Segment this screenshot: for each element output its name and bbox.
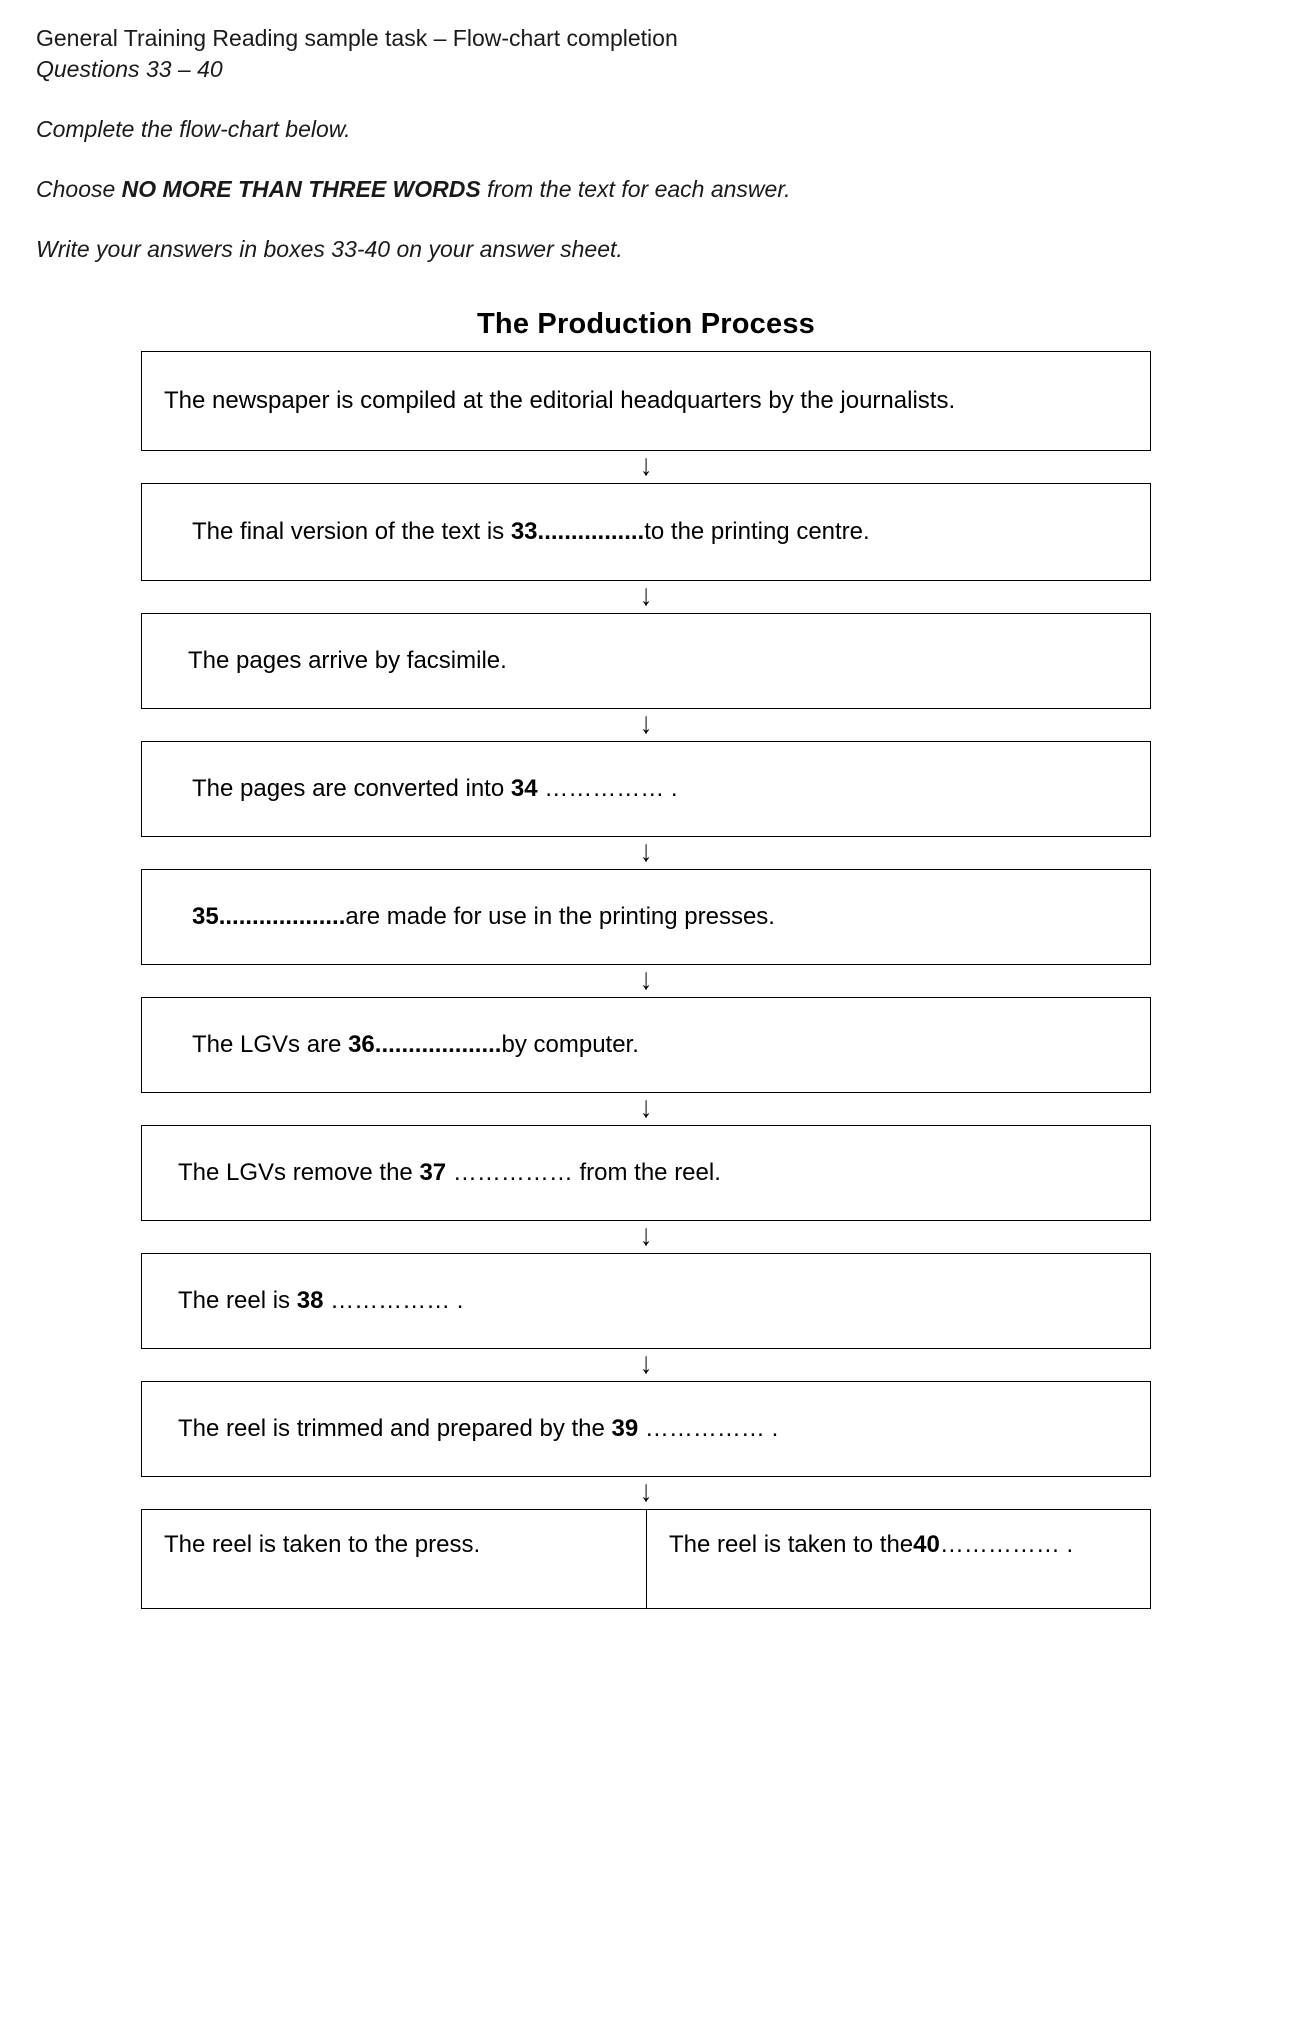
flow-text-segment: 40	[913, 1531, 940, 1558]
flow-text-segment: 38	[296, 1287, 324, 1314]
task-header-line1: General Training Reading sample task – Flow-chart completion	[36, 25, 678, 51]
flow-box-text	[142, 900, 1150, 934]
flowchart-title: The Production Process	[477, 308, 815, 340]
arrow-down-icon: ↓	[640, 578, 652, 613]
arrow-down-icon: ↓	[640, 448, 652, 483]
flow-arrow-5	[141, 962, 1151, 997]
arrow-down-icon: ↓	[640, 962, 652, 997]
flow-text-segment: …………… from the reel.	[446, 1159, 721, 1186]
flow-arrow-6	[141, 1090, 1151, 1125]
arrow-down-icon: ↓	[640, 1090, 652, 1125]
flow-box-text	[142, 644, 1150, 678]
flow-text-segment: by computer.	[501, 1031, 639, 1058]
flow-arrow-7	[141, 1218, 1151, 1253]
flow-box-10	[141, 1509, 1151, 1609]
instruction-choose-post: from the text for each answer.	[480, 176, 791, 202]
flow-text-segment: are made for use in the printing presses.	[345, 903, 775, 930]
flow-text-segment: 33	[510, 518, 538, 545]
arrow-down-icon: ↓	[640, 1346, 652, 1381]
flow-text-segment: 39	[611, 1415, 639, 1442]
arrow-down-icon: ↓	[640, 706, 652, 741]
flow-box-6	[141, 997, 1151, 1093]
flow-text-segment: The newspaper is compiled at the editorial headquarters by the journalists.	[164, 387, 956, 414]
flow-text-segment: The LGVs are	[192, 1031, 349, 1058]
flow-text-segment: 34	[510, 775, 538, 802]
flow-box-1	[141, 351, 1151, 451]
flow-text-segment: …………… .	[323, 1287, 464, 1314]
flow-box-text	[142, 1028, 1150, 1062]
flow-text-segment: 37	[419, 1159, 447, 1186]
flow-box-4	[141, 741, 1151, 837]
flow-text-segment: The reel is taken to the	[669, 1531, 914, 1558]
arrow-down-icon: ↓	[640, 1474, 652, 1509]
flow-box-3	[141, 613, 1151, 709]
flow-text-segment: The pages arrive by facsimile.	[188, 647, 507, 674]
flow-box-7	[141, 1125, 1151, 1221]
flow-box-text	[142, 1156, 1150, 1190]
flow-box-2	[141, 483, 1151, 581]
flow-arrow-4	[141, 834, 1151, 869]
instruction-choose	[36, 174, 1256, 204]
flow-text-segment: …………… .	[638, 1415, 779, 1442]
flow-text-segment: ...................	[374, 1031, 502, 1058]
flow-text-segment: The pages are converted into	[192, 775, 511, 802]
task-header-line2: Questions 33 – 40	[36, 56, 223, 82]
flow-box-8	[141, 1253, 1151, 1349]
flowchart	[141, 351, 1151, 1609]
flow-text-segment: The reel is taken to the press.	[164, 1531, 481, 1558]
flow-arrow-3	[141, 706, 1151, 741]
flow-text-segment: The reel is	[178, 1287, 297, 1314]
flow-text-segment: 36	[348, 1031, 375, 1058]
arrow-down-icon: ↓	[640, 834, 652, 869]
flow-arrow-8	[141, 1346, 1151, 1381]
flow-box-text	[142, 384, 1150, 418]
flow-box-5	[141, 869, 1151, 965]
flow-text-segment: The final version of the text is	[192, 518, 511, 545]
flow-box-left-text	[142, 1510, 646, 1608]
flow-box-text	[142, 1412, 1150, 1446]
instruction-choose-emphasis: NO MORE THAN THREE WORDS	[121, 176, 481, 202]
flow-text-segment: ...................	[218, 903, 346, 930]
flow-text-segment: ................	[537, 518, 645, 545]
instruction-complete: Complete the flow-chart below.	[36, 116, 351, 142]
flow-text-segment: …………… .	[537, 775, 678, 802]
flow-box-text	[142, 1284, 1150, 1318]
flow-box-text	[142, 772, 1150, 806]
instruction-write: Write your answers in boxes 33-40 on your answer sheet.	[36, 236, 623, 262]
flow-box-text	[142, 515, 1150, 549]
flow-box-right-text	[646, 1510, 1150, 1608]
flow-arrow-9	[141, 1474, 1151, 1509]
flow-text-segment: to the printing centre.	[644, 518, 870, 545]
flow-arrow-2	[141, 578, 1151, 613]
flow-text-segment: 35	[192, 903, 219, 930]
flow-text-segment: …………… .	[939, 1531, 1074, 1558]
flow-box-9	[141, 1381, 1151, 1477]
flow-arrow-1	[141, 448, 1151, 483]
instruction-choose-pre: Choose	[36, 176, 122, 202]
flow-text-segment: The LGVs remove the	[178, 1159, 420, 1186]
flow-text-segment: The reel is trimmed and prepared by the	[178, 1415, 612, 1442]
arrow-down-icon: ↓	[640, 1218, 652, 1253]
